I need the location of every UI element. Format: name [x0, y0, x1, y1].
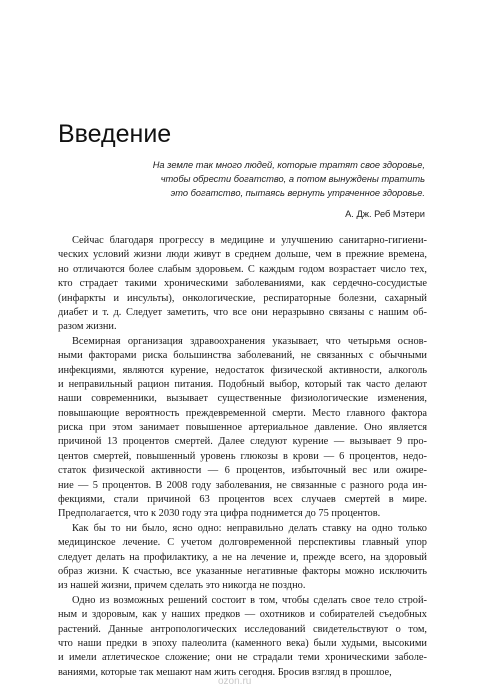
text-line: статок физической активности — 6 процентов, избыточный вес или ожире-	[58, 465, 427, 477]
text-line: ние — 5 процентов. В 2008 году заболевания, не связанные с разного рода ин-	[58, 479, 427, 491]
text-line: инфекциями, являются курение, недостаток физической активности, алкоголь	[58, 364, 427, 376]
text-line: ческих условий жизни люди живут в среднем дольше, чем в прежние времена,	[58, 249, 427, 261]
text-line: Одно из возможных решений состоит в том, чтобы сделать свое тело строй-	[72, 594, 427, 606]
chapter-heading: Введение	[58, 120, 172, 148]
text-line: (инфаркты и инсульты), онкологические, респираторные болезни, сахарный	[58, 292, 427, 304]
text-line: ваниями, которые так мешают нам жить сегодня. Бросив взгляд в прошлое,	[58, 666, 392, 678]
text-line: и неправильный рацион питания. Подобный выбор, который так часто делают	[58, 378, 427, 390]
text-line: диабет и т. д. Следует заметить, что все они неразрывно связаны с нашим об-	[58, 306, 427, 318]
text-line: кто страдает такими хроническими заболеваниями, как сердечно-сосудистые	[58, 278, 427, 290]
text-line: наши современники, вызывает существенные физиологические изменения,	[58, 393, 427, 405]
text-line: Предполагается, что к 2030 году эта цифра поднимется до 75 процентов.	[58, 508, 381, 520]
epigraph-author: А. Дж. Реб Мэтери	[345, 209, 425, 219]
epigraph-line: чтобы обрести богатство, а потом вынуждены тратить	[160, 174, 425, 184]
paragraph	[58, 594, 427, 680]
text-line: ным и здоровым, как у наших предков — охотников и собирателей съедобных	[58, 609, 427, 621]
text-line: риска при этом занимает повышенное артериальное давление. Оно является	[58, 422, 427, 434]
text-line: фекциями, стали причиной 63 процентов всех случаев смертей в мире.	[58, 494, 427, 506]
text-line: образ жизни. К счастью, все указанные негативные факторы можно исключить	[58, 565, 427, 577]
epigraph-line: это богатство, пытаясь вернуть утраченное здоровье.	[170, 188, 425, 198]
text-line: медицинское лечение. С учетом долговременной перспективы главный упор	[58, 537, 427, 549]
text-line: ными факторами риска большинства заболеваний, не связанных с обычными	[58, 350, 427, 362]
epigraph-line: На земле так много людей, которые тратят свое здоровье,	[152, 160, 425, 170]
text-line: что наши предки в эпоху палеолита (каменного века) были худыми, высокими	[58, 637, 427, 649]
text-line: центов смертей, повышенный уровень глюкозы в крови — 6 процентов, недо-	[58, 450, 427, 462]
text-line: повышающие вероятность преждевременной смерти. Место главного фактора	[58, 407, 427, 419]
text-line: следует делать на профилактику, а не на лечение и, прежде всего, на здоровый	[58, 551, 427, 563]
watermark: ozon.ru	[218, 676, 252, 687]
text-line: Всемирная организация здравоохранения указывает, что четырьмя основ-	[72, 335, 427, 347]
paragraph	[58, 522, 427, 594]
text-line: Как бы то ни было, ясно одно: неправильно делать ставку на одно только	[72, 522, 427, 534]
text-line: но отличаются более слабым здоровьем. С каждым годом возрастает число тех,	[58, 263, 427, 275]
text-line: Сейчас благодаря прогрессу в медицине и улучшению санитарно-гигиени-	[72, 235, 427, 246]
text-line: из нашей жизни, причем сделать это никогда не поздно.	[58, 580, 306, 592]
text-line: разом жизни.	[58, 321, 117, 333]
text-line: и имели атлетическое сложение; они не страдали теми хроническими заболе-	[58, 652, 427, 664]
paragraph	[58, 335, 427, 522]
text-line: причиной 13 процентов смертей. Далее следуют курение — вызывает 9 про-	[58, 436, 427, 448]
epigraph	[125, 158, 425, 200]
paragraph	[58, 234, 427, 335]
body-text	[58, 234, 427, 680]
text-line: растений. Данные антропологических исследований свидетельствуют о том,	[58, 623, 427, 635]
